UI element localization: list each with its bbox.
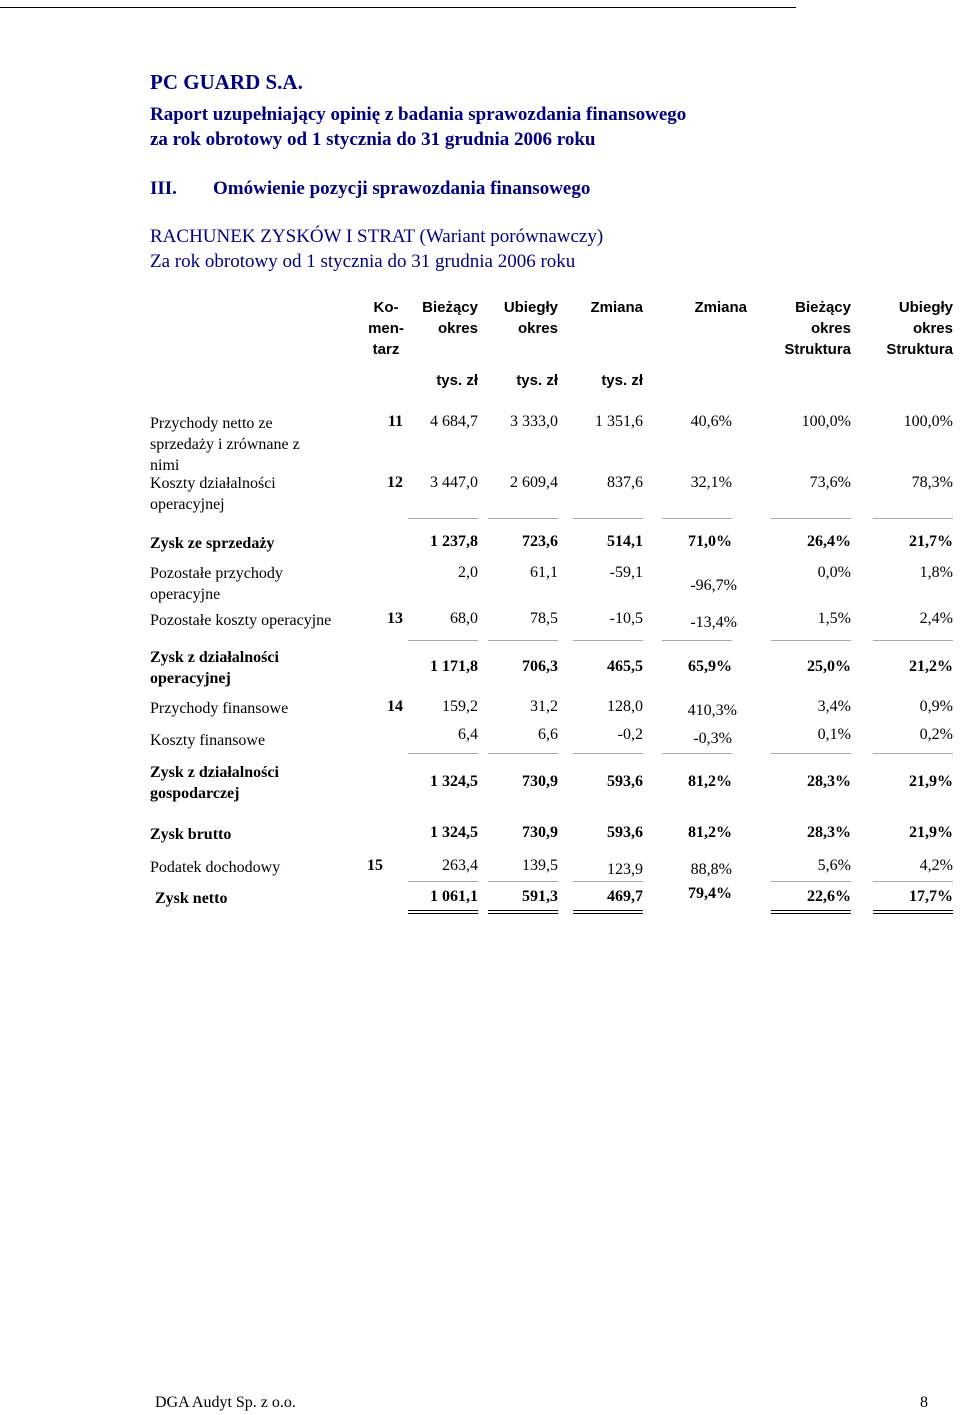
col-header-current-structure (750, 297, 851, 360)
row-label-gross-profit: Zysk brutto (150, 826, 232, 843)
cell-structure-previous: 2,4% (919, 610, 953, 627)
cell-change-pct: 40,6% (690, 413, 732, 430)
row-note: 11 (387, 413, 403, 430)
col-header-previous-structure (852, 297, 953, 360)
cell-change: 514,1 (607, 533, 643, 550)
unit-label-current: tys. zł (436, 372, 478, 389)
separator (771, 518, 851, 519)
cell-change-pct: 71,0% (688, 533, 732, 550)
cell-structure-previous: 1,8% (919, 564, 953, 581)
row-label-business-profit: Zysk z działalności gospodarczej (150, 764, 279, 802)
cell-structure-current: 25,0% (807, 658, 851, 675)
cell-change: 123,9 (607, 861, 643, 878)
cell-previous: 706,3 (522, 658, 558, 675)
col-header-line: Struktura (784, 341, 851, 358)
cell-change-pct: -96,7% (690, 577, 737, 594)
row-label-operating-profit: Zysk z działalności operacyjnej (150, 649, 279, 687)
cell-change: 593,6 (607, 824, 643, 841)
cell-structure-current: 100,0% (801, 413, 851, 430)
row-note: 15 (367, 857, 383, 874)
cell-change-pct: 88,8% (690, 861, 732, 878)
separator (488, 640, 558, 641)
footer-firm: DGA Audyt Sp. z o.o. (155, 1394, 296, 1411)
cell-change-pct: -13,4% (690, 614, 737, 631)
col-header-line: Struktura (886, 341, 953, 358)
cell-change: 469,7 (607, 888, 643, 905)
cell-change-pct: 32,1% (690, 474, 732, 491)
cell-structure-current: 28,3% (807, 824, 851, 841)
col-header-line: Ubiegły (898, 299, 953, 316)
separator (408, 753, 478, 754)
double-underline (873, 910, 953, 914)
cell-previous: 6,6 (538, 726, 558, 743)
col-header-line: Ko- (373, 299, 399, 316)
unit-label-previous: tys. zł (516, 372, 558, 389)
separator (408, 881, 478, 882)
row-label-other-operating-costs: Pozostałe koszty operacyjne (150, 612, 332, 629)
col-header-change-pct: Zmiana (694, 299, 747, 316)
cell-structure-previous: 100,0% (903, 413, 953, 430)
col-header-current (398, 297, 478, 339)
cell-change-pct: 81,2% (688, 773, 732, 790)
report-subtitle-2: za rok obrotowy od 1 stycznia do 31 grudnia 2006 roku (150, 129, 596, 150)
row-note: 13 (387, 610, 403, 627)
col-header-line: okres (517, 320, 558, 337)
cell-change: -0,2 (617, 726, 643, 743)
cell-previous: 3 333,0 (510, 413, 558, 430)
cell-structure-current: 73,6% (809, 474, 851, 491)
cell-current: 1 324,5 (430, 824, 478, 841)
row-note: 12 (387, 474, 403, 491)
cell-change: 593,6 (607, 773, 643, 790)
cell-structure-current: 0,1% (817, 726, 851, 743)
row-note: 14 (387, 698, 403, 715)
separator (771, 753, 851, 754)
cell-change-pct: 410,3% (687, 702, 737, 719)
cell-current: 68,0 (450, 610, 478, 627)
col-header-change: Zmiana (590, 299, 643, 316)
cell-structure-previous: 21,9% (909, 824, 953, 841)
row-label-operating-costs: Koszty działalności operacyjnej (150, 475, 276, 513)
row-label-revenue: Przychody netto ze sprzedaży i zrównane z nimi (150, 415, 300, 474)
cell-current: 1 324,5 (430, 773, 478, 790)
cell-current: 1 061,1 (430, 888, 478, 905)
separator (573, 640, 643, 641)
row-label-other-operating-revenue: Pozostałe przychody operacyjne (150, 565, 283, 603)
separator (873, 640, 953, 641)
col-header-line: Ubiegły (503, 299, 558, 316)
cell-change: 128,0 (607, 698, 643, 715)
cell-structure-current: 22,6% (807, 888, 851, 905)
double-underline (408, 910, 478, 914)
company-name: PC GUARD S.A. (150, 70, 303, 94)
separator (873, 881, 953, 882)
cell-change: -10,5 (609, 610, 643, 627)
separator (662, 518, 732, 519)
cell-change-pct: 65,9% (688, 658, 732, 675)
row-label-net-profit: Zysk netto (155, 890, 228, 907)
cell-structure-current: 1,5% (817, 610, 851, 627)
separator (662, 640, 732, 641)
cell-current: 263,4 (442, 857, 478, 874)
report-subtitle-1: Raport uzupełniający opinię z badania sprawozdania finansowego (150, 104, 687, 125)
cell-structure-previous: 4,2% (919, 857, 953, 874)
cell-current: 2,0 (458, 564, 478, 581)
cell-structure-current: 28,3% (807, 773, 851, 790)
unit-label-change: tys. zł (601, 372, 643, 389)
row-label-financial-revenue: Przychody finansowe (150, 700, 289, 717)
top-rule (0, 7, 796, 8)
separator (573, 518, 643, 519)
cell-current: 1 237,8 (430, 533, 478, 550)
cell-previous: 2 609,4 (510, 474, 558, 491)
cell-change: -59,1 (609, 564, 643, 581)
col-header-previous (478, 297, 558, 339)
cell-previous: 730,9 (522, 773, 558, 790)
separator (771, 640, 851, 641)
cell-structure-previous: 21,2% (909, 658, 953, 675)
double-underline (771, 910, 851, 914)
col-header-line: okres (912, 320, 953, 337)
cell-structure-previous: 0,2% (919, 726, 953, 743)
col-header-line: okres (810, 320, 851, 337)
col-header-line: Bieżący (795, 299, 851, 316)
statement-title: RACHUNEK ZYSKÓW I STRAT (Wariant porównawczy) (150, 226, 604, 247)
separator (488, 753, 558, 754)
statement-period: Za rok obrotowy od 1 stycznia do 31 grudnia 2006 roku (150, 251, 576, 272)
section-title: Omówienie pozycji sprawozdania finansowego (213, 178, 591, 199)
cell-structure-previous: 21,9% (909, 773, 953, 790)
cell-structure-current: 26,4% (807, 533, 851, 550)
cell-structure-previous: 17,7% (909, 888, 953, 905)
cell-previous: 591,3 (522, 888, 558, 905)
cell-structure-current: 3,4% (817, 698, 851, 715)
cell-previous: 139,5 (522, 857, 558, 874)
separator (573, 753, 643, 754)
row-label-financial-costs: Koszty finansowe (150, 732, 266, 749)
cell-change-pct: 81,2% (688, 824, 732, 841)
separator (408, 518, 478, 519)
col-header-line: tarz (372, 341, 400, 358)
cell-current: 1 171,8 (430, 658, 478, 675)
cell-structure-previous: 78,3% (911, 474, 953, 491)
separator (488, 881, 558, 882)
separator (662, 753, 732, 754)
col-header-line: okres (437, 320, 478, 337)
section-number: III. (150, 178, 177, 199)
separator (573, 881, 643, 882)
cell-change: 465,5 (607, 658, 643, 675)
cell-previous: 723,6 (522, 533, 558, 550)
col-header-line: Bieżący (422, 299, 478, 316)
cell-structure-current: 5,6% (817, 857, 851, 874)
cell-previous: 78,5 (530, 610, 558, 627)
cell-structure-current: 0,0% (817, 564, 851, 581)
col-header-line: men- (368, 320, 404, 337)
separator (771, 881, 851, 882)
separator (873, 518, 953, 519)
row-label-income-tax: Podatek dochodowy (150, 859, 281, 876)
cell-current: 159,2 (442, 698, 478, 715)
cell-change: 1 351,6 (595, 413, 643, 430)
double-underline (573, 910, 643, 914)
cell-current: 6,4 (458, 726, 478, 743)
cell-change-pct: 79,4% (688, 885, 732, 902)
cell-previous: 730,9 (522, 824, 558, 841)
double-underline (488, 910, 558, 914)
separator (408, 640, 478, 641)
cell-change: 837,6 (607, 474, 643, 491)
cell-previous: 31,2 (530, 698, 558, 715)
cell-current: 4 684,7 (430, 413, 478, 430)
separator (488, 518, 558, 519)
cell-structure-previous: 21,7% (909, 533, 953, 550)
page-number: 8 (920, 1394, 928, 1411)
cell-previous: 61,1 (530, 564, 558, 581)
separator (873, 753, 953, 754)
row-label-sales-profit: Zysk ze sprzedaży (150, 535, 275, 552)
cell-current: 3 447,0 (430, 474, 478, 491)
cell-change-pct: -0,3% (693, 730, 732, 747)
cell-structure-previous: 0,9% (919, 698, 953, 715)
